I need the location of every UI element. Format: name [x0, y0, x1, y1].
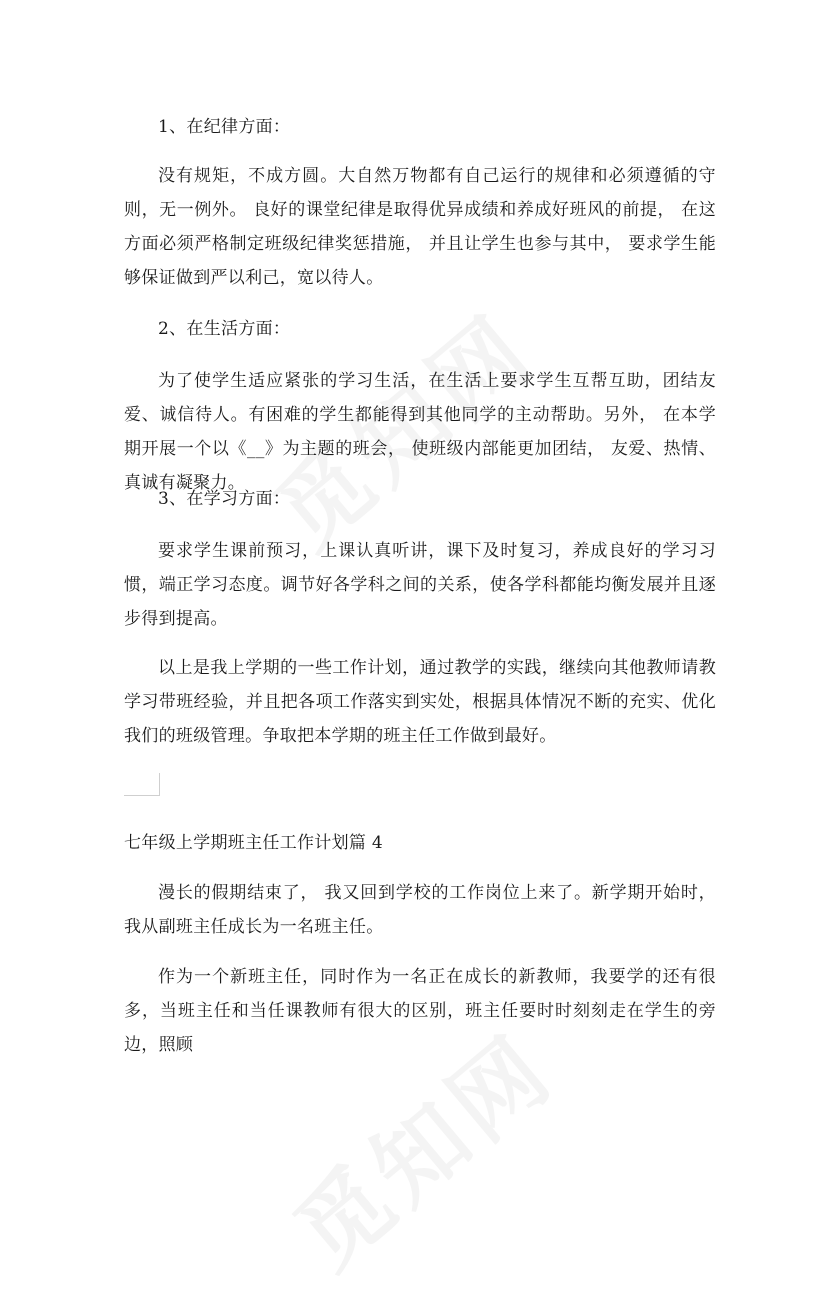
section-heading-discipline: 1、在纪律方面：	[158, 117, 291, 137]
article-title: 七年级上学期班主任工作计划篇 4	[124, 833, 384, 853]
page-break-marker	[124, 773, 160, 796]
section-heading-study: 3、在学习方面：	[158, 489, 291, 509]
paragraph-discipline: 没有规矩，不成方圆。大自然万物都有自己运行的规律和必须遵循的守则，无一例外。 良好的课堂纪律是取得优异成绩和养成好班风的前提， 在这方面必须严格制定班级纪律奖惩措施， 并且让学生也参与其中， 要求学生能够保证做到严以利己，宽以待人。	[124, 166, 716, 288]
paragraph-summary: 以上是我上学期的一些工作计划，通过教学的实践，继续向其他教师请教学习带班经验，并且把各项工作落实到实处，根据具体情况不断的充实、优化我们的班级管理。争取把本学期的班主任工作做到最好。	[124, 658, 716, 746]
paragraph-life: 为了使学生适应紧张的学习生活，在生活上要求学生互帮互助，团结友爱、诚信待人。有困难的学生都能得到其他同学的主动帮助。另外， 在本学期开展一个以《__》为主题的班会， 使班级内部能更加团结， 友爱、热情、真诚有凝聚力。	[124, 371, 716, 493]
section-heading-life: 2、在生活方面：	[158, 319, 291, 339]
paragraph-study: 要求学生课前预习，上课认真听讲，课下及时复习，养成良好的学习习惯，端正学习态度。调节好各学科之间的关系，使各学科都能均衡发展并且逐步得到提高。	[124, 541, 716, 629]
paragraph-new-teacher: 作为一个新班主任，同时作为一名正在成长的新教师，我要学的还有很多，当班主任和当任课教师有很大的区别，班主任要时时刻刻走在学生的旁边，照顾	[124, 967, 716, 1055]
paragraph-intro: 漫长的假期结束了， 我又回到学校的工作岗位上来了。新学期开始时，我从副班主任成长为一名班主任。	[124, 883, 716, 937]
